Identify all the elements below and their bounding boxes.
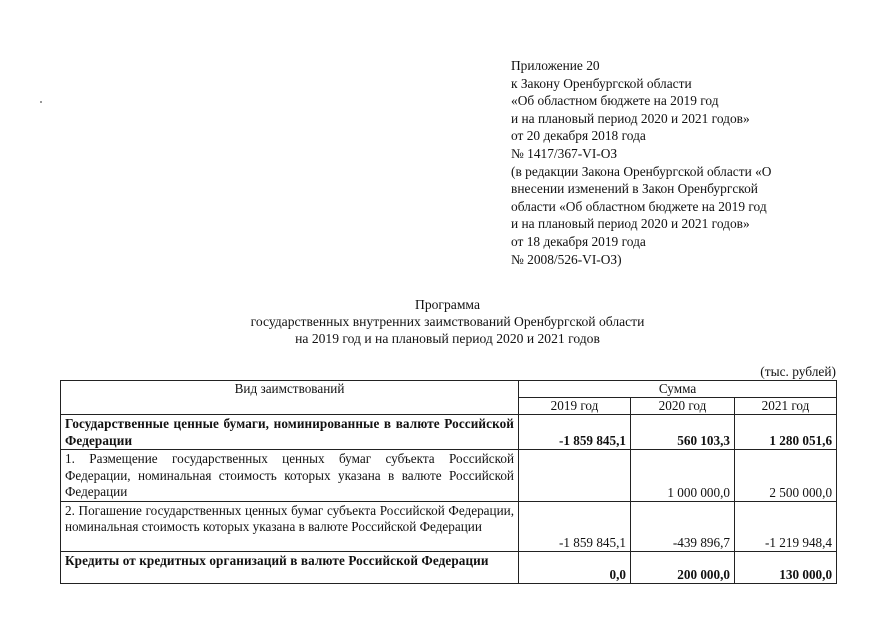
table-row xyxy=(61,450,837,502)
row-value-2021: 2 500 000,0 xyxy=(735,450,837,502)
appendix-line: (в редакции Закона Оренбургской области «О xyxy=(511,163,772,179)
row-value-2021: 130 000,0 xyxy=(735,551,837,583)
row-name: Государственные ценные бумаги, номинированные в валюте Российской Федерации xyxy=(61,415,519,450)
appendix-line: № 1417/367-VI-ОЗ xyxy=(511,145,618,161)
title-line-3: на 2019 год и на плановый период 2020 и 2021 годов xyxy=(295,331,600,346)
header-year-2019: 2019 год xyxy=(519,398,631,415)
row-value-2020: 200 000,0 xyxy=(631,551,735,583)
row-name: 1. Размещение государственных ценных бумаг субъекта Российской Федерации, номинальная стоимость которых указана в валюте Российской Федерации xyxy=(61,450,519,502)
row-name: 2. Погашение государственных ценных бумаг субъекта Российской Федерации, номинальная стоимость которых указана в валюте Российской Федерации xyxy=(61,501,519,551)
appendix-block xyxy=(511,57,841,268)
row-value-2021: -1 219 948,4 xyxy=(735,501,837,551)
title-line-2: государственных внутренних заимствований Оренбургской области xyxy=(250,314,645,329)
row-value-2021: 1 280 051,6 xyxy=(735,415,837,450)
table-row xyxy=(61,551,837,583)
row-value-2019: -1 859 845,1 xyxy=(519,415,631,450)
appendix-line: и на плановый период 2020 и 2021 годов» xyxy=(511,110,750,126)
appendix-line: № 2008/526-VI-ОЗ) xyxy=(511,251,622,267)
scan-speck xyxy=(40,101,42,103)
appendix-line: Приложение 20 xyxy=(511,58,600,73)
header-sum: Сумма xyxy=(519,381,837,398)
table-row xyxy=(61,501,837,551)
appendix-line: от 18 декабря 2019 года xyxy=(511,233,646,249)
table-row xyxy=(61,415,837,450)
row-value-2019: 0,0 xyxy=(519,551,631,583)
row-name: Кредиты от кредитных организаций в валюте Российской Федерации xyxy=(61,551,519,583)
document-title xyxy=(60,296,835,347)
row-value-2019 xyxy=(519,450,631,502)
appendix-line: «Об областном бюджете на 2019 год xyxy=(511,93,719,109)
appendix-line: к Закону Оренбургской области xyxy=(511,75,692,91)
appendix-line: от 20 декабря 2018 года xyxy=(511,128,646,144)
row-value-2019: -1 859 845,1 xyxy=(519,501,631,551)
row-value-2020: 1 000 000,0 xyxy=(631,450,735,502)
appendix-line: внесении изменений в Закон Оренбургской xyxy=(511,181,758,197)
borrowing-table xyxy=(60,380,837,584)
header-year-2020: 2020 год xyxy=(631,398,735,415)
row-value-2020: -439 896,7 xyxy=(631,501,735,551)
header-year-2021: 2021 год xyxy=(735,398,837,415)
header-kind: Вид заимствований xyxy=(61,381,519,415)
row-value-2020: 560 103,3 xyxy=(631,415,735,450)
title-line-1: Программа xyxy=(415,297,480,312)
appendix-line: и на плановый период 2020 и 2021 годов» xyxy=(511,216,750,232)
units-note: (тыс. рублей) xyxy=(760,364,836,379)
appendix-line: области «Об областном бюджете на 2019 год xyxy=(511,198,767,214)
